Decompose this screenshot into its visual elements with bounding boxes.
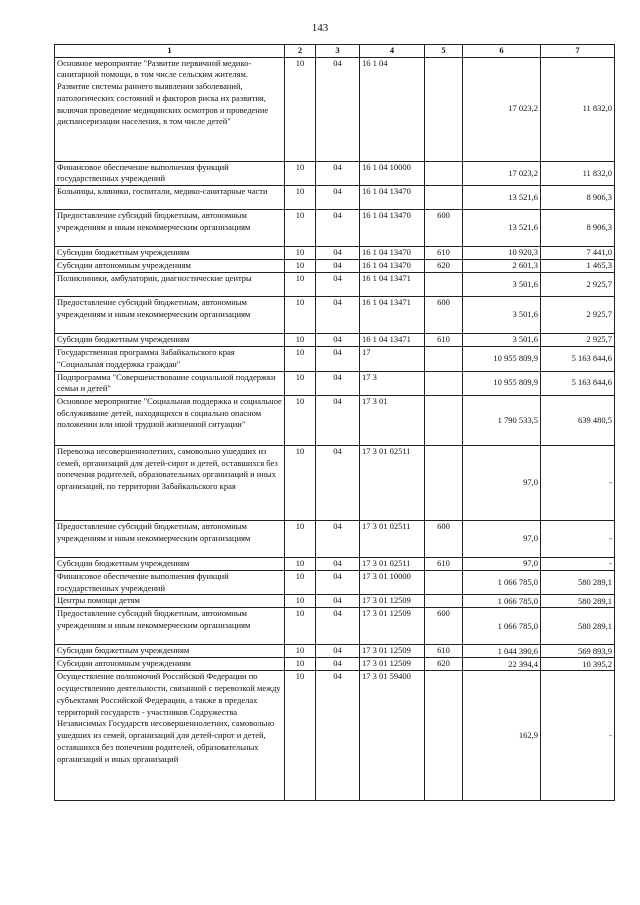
- expense-type-cell: 600: [425, 521, 463, 558]
- target-article-cell: 16 1 04 13471: [360, 273, 425, 297]
- section-code-cell: 10: [285, 161, 316, 185]
- amount-year-2-cell: 10 395,2: [541, 658, 615, 671]
- subsection-code-cell: 04: [316, 558, 360, 571]
- row-name-cell: Предоставление субсидий бюджетным, автономным учреждениям и иным некоммерческим организациям: [55, 521, 285, 558]
- amount-year-2-cell: -: [541, 521, 615, 558]
- target-article-cell: 16 1 04 13470: [360, 260, 425, 273]
- target-article-cell: 16 1 04 10000: [360, 161, 425, 185]
- expense-type-cell: 600: [425, 608, 463, 645]
- table-row: [55, 396, 615, 446]
- amount-year-1-cell: 17 023,2: [463, 161, 541, 185]
- amount-year-1-cell: 10 955 809,9: [463, 347, 541, 371]
- amount-year-1-cell: 97,0: [463, 558, 541, 571]
- amount-year-1-cell: 162,9: [463, 671, 541, 801]
- row-name-cell: Подпрограмма "Совершенствование социальной поддержки семьи и детей": [55, 371, 285, 395]
- amount-year-1-cell: 10 920,3: [463, 247, 541, 260]
- target-article-cell: 17: [360, 347, 425, 371]
- expense-type-cell: [425, 186, 463, 210]
- target-article-cell: 17 3 01 12509: [360, 658, 425, 671]
- subsection-code-cell: 04: [316, 595, 360, 608]
- target-article-cell: 17 3 01 12509: [360, 595, 425, 608]
- amount-year-1-cell: 3 501,6: [463, 273, 541, 297]
- section-code-cell: 10: [285, 297, 316, 334]
- amount-year-1-cell: 10 955 809,9: [463, 371, 541, 395]
- table-row: [55, 371, 615, 395]
- table-row: [55, 57, 615, 161]
- section-code-cell: 10: [285, 210, 316, 247]
- table-row: [55, 658, 615, 671]
- table-row: [55, 186, 615, 210]
- target-article-cell: 17 3 01 02511: [360, 521, 425, 558]
- row-name-cell: Субсидии автономным учреждениям: [55, 260, 285, 273]
- subsection-code-cell: 04: [316, 161, 360, 185]
- amount-year-2-cell: 2 925,7: [541, 297, 615, 334]
- expense-type-cell: [425, 371, 463, 395]
- subsection-code-cell: 04: [316, 347, 360, 371]
- subsection-code-cell: 04: [316, 371, 360, 395]
- amount-year-1-cell: 1 066 785,0: [463, 571, 541, 595]
- subsection-code-cell: 04: [316, 645, 360, 658]
- amount-year-2-cell: 5 163 844,6: [541, 347, 615, 371]
- amount-year-1-cell: 17 023,2: [463, 57, 541, 161]
- subsection-code-cell: 04: [316, 57, 360, 161]
- table-row: [55, 558, 615, 571]
- expense-type-cell: 610: [425, 645, 463, 658]
- amount-year-1-cell: 13 521,6: [463, 186, 541, 210]
- expense-type-cell: 600: [425, 210, 463, 247]
- target-article-cell: 17 3 01 12509: [360, 608, 425, 645]
- amount-year-2-cell: -: [541, 446, 615, 521]
- section-code-cell: 10: [285, 57, 316, 161]
- header-cell: 7: [541, 45, 615, 58]
- target-article-cell: 16 1 04 13471: [360, 334, 425, 347]
- target-article-cell: 16 1 04 13470: [360, 210, 425, 247]
- row-name-cell: Основное мероприятие "Социальная поддержка и социальное обслуживание детей, находящихся в социально опасном положении или иной трудной жизненной ситуации": [55, 396, 285, 446]
- amount-year-1-cell: 97,0: [463, 521, 541, 558]
- target-article-cell: 17 3 01 02511: [360, 446, 425, 521]
- section-code-cell: 10: [285, 571, 316, 595]
- section-code-cell: 10: [285, 396, 316, 446]
- subsection-code-cell: 04: [316, 396, 360, 446]
- table-row: [55, 521, 615, 558]
- subsection-code-cell: 04: [316, 658, 360, 671]
- row-name-cell: Перевозка несовершеннолетних, самовольно ушедших из семей, организаций для детей-сирот и детей, оставшихся без попечения родителей, образовательных организаций и иных организаций, по территории Забайкальского края: [55, 446, 285, 521]
- table-row: [55, 595, 615, 608]
- header-cell: 3: [316, 45, 360, 58]
- table-row: [55, 645, 615, 658]
- subsection-code-cell: 04: [316, 297, 360, 334]
- section-code-cell: 10: [285, 273, 316, 297]
- amount-year-2-cell: 2 925,7: [541, 273, 615, 297]
- row-name-cell: Субсидии бюджетным учреждениям: [55, 645, 285, 658]
- amount-year-2-cell: 569 893,9: [541, 645, 615, 658]
- amount-year-2-cell: 580 289,1: [541, 595, 615, 608]
- section-code-cell: 10: [285, 347, 316, 371]
- expense-type-cell: [425, 595, 463, 608]
- amount-year-2-cell: 8 906,3: [541, 210, 615, 247]
- amount-year-1-cell: 1 066 785,0: [463, 595, 541, 608]
- subsection-code-cell: 04: [316, 334, 360, 347]
- target-article-cell: 16 1 04 13470: [360, 186, 425, 210]
- amount-year-1-cell: 13 521,6: [463, 210, 541, 247]
- row-name-cell: Субсидии бюджетным учреждениям: [55, 334, 285, 347]
- table-row: [55, 446, 615, 521]
- row-name-cell: Больницы, клиники, госпитали, медико-санитарные части: [55, 186, 285, 210]
- budget-table: [54, 44, 615, 801]
- amount-year-2-cell: 8 906,3: [541, 186, 615, 210]
- target-article-cell: 17 3 01: [360, 396, 425, 446]
- amount-year-2-cell: 1 465,3: [541, 260, 615, 273]
- subsection-code-cell: 04: [316, 671, 360, 801]
- amount-year-2-cell: 580 289,1: [541, 608, 615, 645]
- section-code-cell: 10: [285, 334, 316, 347]
- expense-type-cell: 610: [425, 247, 463, 260]
- table-row: [55, 247, 615, 260]
- expense-type-cell: [425, 273, 463, 297]
- table-row: [55, 297, 615, 334]
- amount-year-2-cell: 11 832,0: [541, 57, 615, 161]
- amount-year-2-cell: 2 925,7: [541, 334, 615, 347]
- subsection-code-cell: 04: [316, 608, 360, 645]
- header-cell: 5: [425, 45, 463, 58]
- table-row: [55, 210, 615, 247]
- amount-year-1-cell: 22 394,4: [463, 658, 541, 671]
- target-article-cell: 17 3 01 12509: [360, 645, 425, 658]
- amount-year-2-cell: 5 163 844,6: [541, 371, 615, 395]
- table-row: [55, 260, 615, 273]
- amount-year-2-cell: 639 480,5: [541, 396, 615, 446]
- target-article-cell: 17 3: [360, 371, 425, 395]
- table-row: [55, 334, 615, 347]
- section-code-cell: 10: [285, 446, 316, 521]
- target-article-cell: 17 3 01 02511: [360, 558, 425, 571]
- row-name-cell: Субсидии бюджетным учреждениям: [55, 247, 285, 260]
- page-number: 143: [311, 22, 329, 34]
- amount-year-2-cell: -: [541, 558, 615, 571]
- subsection-code-cell: 04: [316, 273, 360, 297]
- table-row: [55, 671, 615, 801]
- row-name-cell: Предоставление субсидий бюджетным, автономным учреждениям и иным некоммерческим организациям: [55, 210, 285, 247]
- section-code-cell: 10: [285, 558, 316, 571]
- section-code-cell: 10: [285, 260, 316, 273]
- subsection-code-cell: 04: [316, 186, 360, 210]
- amount-year-2-cell: 11 832,0: [541, 161, 615, 185]
- amount-year-2-cell: 7 441,0: [541, 247, 615, 260]
- expense-type-cell: 610: [425, 334, 463, 347]
- row-name-cell: Осуществление полномочий Российской Федерации по осуществлению деятельности, связанной с перевозкой между субъектами Российской Федерации, а также в пределах территорий государств - участников Содружества Независимых Государств несовершеннолетних, самовольно ушедших из семей, организаций для детей-сирот и детей, оставшихся без попечения родителей, образовательных организаций и иных организаций: [55, 671, 285, 801]
- subsection-code-cell: 04: [316, 260, 360, 273]
- expense-type-cell: [425, 161, 463, 185]
- amount-year-1-cell: 97,0: [463, 446, 541, 521]
- expense-type-cell: [425, 571, 463, 595]
- target-article-cell: 16 1 04 13470: [360, 247, 425, 260]
- amount-year-1-cell: 1 044 390,6: [463, 645, 541, 658]
- row-name-cell: Поликлиники, амбулатории, диагностические центры: [55, 273, 285, 297]
- section-code-cell: 10: [285, 595, 316, 608]
- subsection-code-cell: 04: [316, 247, 360, 260]
- row-name-cell: Предоставление субсидий бюджетным, автономным учреждениям и иным некоммерческим организациям: [55, 297, 285, 334]
- amount-year-1-cell: 1 066 785,0: [463, 608, 541, 645]
- row-name-cell: Субсидии автономным учреждениям: [55, 658, 285, 671]
- amount-year-1-cell: 3 501,6: [463, 334, 541, 347]
- target-article-cell: 16 1 04 13471: [360, 297, 425, 334]
- section-code-cell: 10: [285, 371, 316, 395]
- amount-year-1-cell: 2 601,3: [463, 260, 541, 273]
- subsection-code-cell: 04: [316, 210, 360, 247]
- row-name-cell: Финансовое обеспечение выполнения функций государственных учреждений: [55, 161, 285, 185]
- expense-type-cell: 600: [425, 297, 463, 334]
- expense-type-cell: 620: [425, 260, 463, 273]
- section-code-cell: 10: [285, 671, 316, 801]
- row-name-cell: Государственная программа Забайкальского края "Социальная поддержка граждан": [55, 347, 285, 371]
- table-row: [55, 571, 615, 595]
- header-cell: 6: [463, 45, 541, 58]
- subsection-code-cell: 04: [316, 571, 360, 595]
- subsection-code-cell: 04: [316, 446, 360, 521]
- table-row: [55, 608, 615, 645]
- table-row: [55, 161, 615, 185]
- target-article-cell: 16 1 04: [360, 57, 425, 161]
- expense-type-cell: [425, 57, 463, 161]
- header-row: [55, 45, 615, 58]
- section-code-cell: 10: [285, 645, 316, 658]
- expense-type-cell: [425, 446, 463, 521]
- header-cell: 2: [285, 45, 316, 58]
- subsection-code-cell: 04: [316, 521, 360, 558]
- expense-type-cell: [425, 396, 463, 446]
- header-cell: 4: [360, 45, 425, 58]
- section-code-cell: 10: [285, 521, 316, 558]
- amount-year-2-cell: 580 289,1: [541, 571, 615, 595]
- section-code-cell: 10: [285, 658, 316, 671]
- expense-type-cell: [425, 347, 463, 371]
- row-name-cell: Центры помощи детям: [55, 595, 285, 608]
- amount-year-1-cell: 1 790 533,5: [463, 396, 541, 446]
- table-row: [55, 347, 615, 371]
- section-code-cell: 10: [285, 247, 316, 260]
- row-name-cell: Основное мероприятие "Развитие первичной медико-санитарной помощи, в том числе сельским жителям. Развитие системы раннего выявления заболеваний, патологических состояний и факторов риска их развития, включая проведение медицинских осмотров и проведение диспансеризации населения, в том числе детей": [55, 57, 285, 161]
- table-row: [55, 273, 615, 297]
- target-article-cell: 17 3 01 59400: [360, 671, 425, 801]
- section-code-cell: 10: [285, 608, 316, 645]
- target-article-cell: 17 3 01 10000: [360, 571, 425, 595]
- expense-type-cell: [425, 671, 463, 801]
- amount-year-1-cell: 3 501,6: [463, 297, 541, 334]
- row-name-cell: Финансовое обеспечение выполнения функций государственных учреждений: [55, 571, 285, 595]
- section-code-cell: 10: [285, 186, 316, 210]
- row-name-cell: Предоставление субсидий бюджетным, автономным учреждениям и иным некоммерческим организациям: [55, 608, 285, 645]
- header-cell: 1: [55, 45, 285, 58]
- expense-type-cell: 620: [425, 658, 463, 671]
- amount-year-2-cell: -: [541, 671, 615, 801]
- row-name-cell: Субсидии бюджетным учреждениям: [55, 558, 285, 571]
- expense-type-cell: 610: [425, 558, 463, 571]
